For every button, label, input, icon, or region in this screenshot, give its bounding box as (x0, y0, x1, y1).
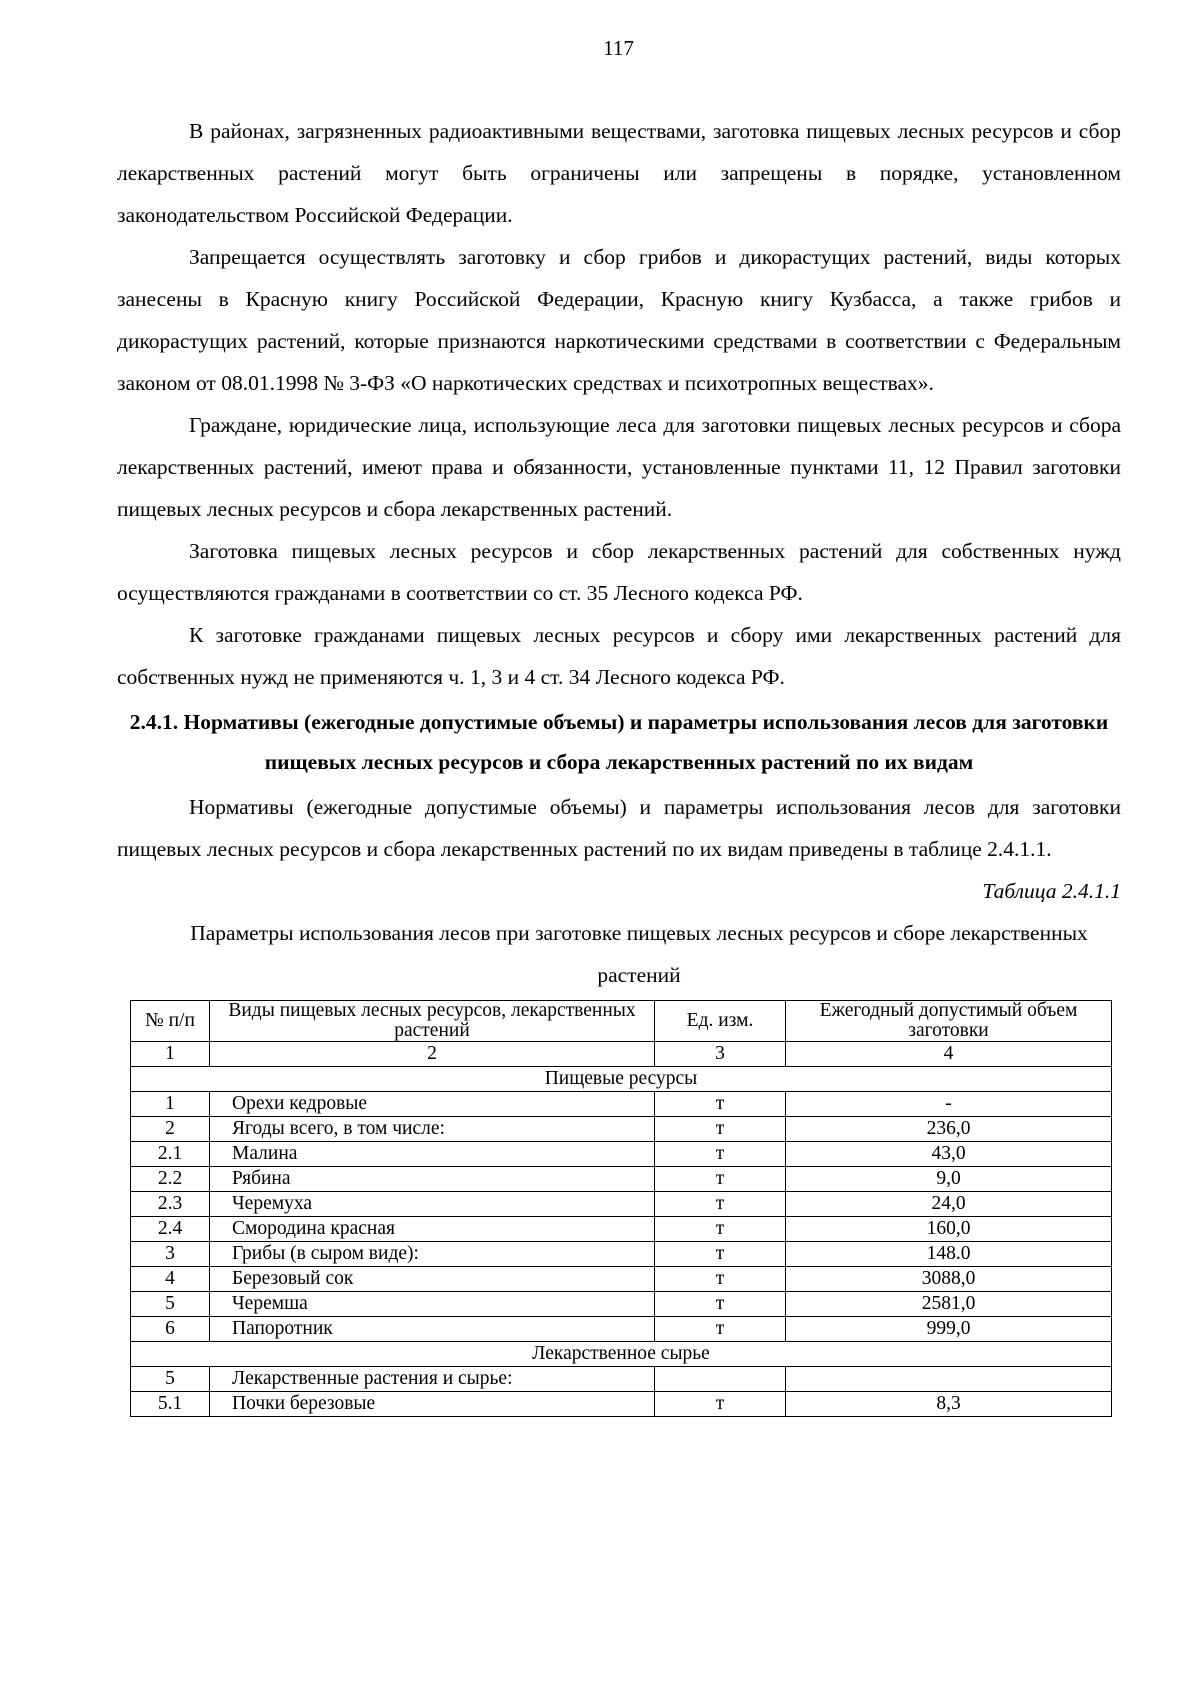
row-value: 148.0 (786, 1242, 1112, 1267)
row-value: 3088,0 (786, 1267, 1112, 1292)
row-value (786, 1367, 1112, 1392)
row-unit: т (655, 1217, 786, 1242)
row-value: 999,0 (786, 1317, 1112, 1342)
paragraph: Заготовка пищевых лесных ресурсов и сбор лекарственных растений для собственных нужд осуществляются гражданами в соответствии со ст. 35 Лесного кодекса РФ. (117, 539, 1121, 605)
row-unit: т (655, 1117, 786, 1142)
food-rows (131, 1092, 1112, 1342)
header-name: Виды пищевых лесных ресурсов, лекарственных растений (210, 1001, 655, 1042)
row-value: 9,0 (786, 1167, 1112, 1192)
table-row (131, 1392, 1112, 1417)
row-num: 3 (131, 1242, 210, 1267)
row-num: 5 (131, 1367, 210, 1392)
page-content (117, 110, 1121, 1417)
col-index: 2 (210, 1042, 655, 1067)
row-num: 6 (131, 1317, 210, 1342)
row-value: 43,0 (786, 1142, 1112, 1167)
row-unit: т (655, 1267, 786, 1292)
row-name: Черемуха (210, 1192, 655, 1217)
paragraph: Запрещается осуществлять заготовку и сбор грибов и дикорастущих растений, виды которых занесены в Красную книгу Российской Федерации, Красную книгу Кузбасса, а также грибов и дикорастущих растений, которые признаются наркотическими средствами в соответствии с Федеральным законом от 08.01.1998 № 3-ФЗ «О наркотических средствах и психотропных веществах». (117, 245, 1121, 395)
row-name: Лекарственные растения и сырье: (210, 1367, 655, 1392)
row-num: 5.1 (131, 1392, 210, 1417)
section-row-food (131, 1067, 1112, 1092)
table-row (131, 1142, 1112, 1167)
row-name: Грибы (в сыром виде): (210, 1242, 655, 1267)
row-value: 8,3 (786, 1392, 1112, 1417)
col-index: 1 (131, 1042, 210, 1067)
row-unit: т (655, 1092, 786, 1117)
table-row (131, 1092, 1112, 1117)
paragraph: В районах, загрязненных радиоактивными веществами, заготовка пищевых лесных ресурсов и сбор лекарственных растений могут быть ограничены или запрещены в порядке, установленном законодательством Российской Федерации. (117, 119, 1121, 227)
row-name: Ягоды всего, в том числе: (210, 1117, 655, 1142)
paragraph: Граждане, юридические лица, использующие леса для заготовки пищевых лесных ресурсов и сбора лекарственных растений, имеют права и обязанности, установленные пунктами 11, 12 Правил заготовки пищевых лесных ресурсов и сбора лекарственных растений. (117, 413, 1121, 521)
table-row (131, 1267, 1112, 1292)
section-label: Пищевые ресурсы (131, 1067, 1112, 1092)
row-unit: т (655, 1392, 786, 1417)
row-value: 236,0 (786, 1117, 1112, 1142)
column-index-row (131, 1042, 1112, 1067)
table-row (131, 1217, 1112, 1242)
row-name: Березовый сок (210, 1267, 655, 1292)
header-num: № п/п (131, 1001, 210, 1042)
page-number: 117 (603, 36, 634, 60)
row-num: 1 (131, 1092, 210, 1117)
header-value: Ежегодный допустимый объем заготовки (786, 1001, 1112, 1042)
row-unit (655, 1367, 786, 1392)
table-row (131, 1242, 1112, 1267)
row-num: 2.2 (131, 1167, 210, 1192)
table-row (131, 1292, 1112, 1317)
row-name: Рябина (210, 1167, 655, 1192)
row-value: - (786, 1092, 1112, 1117)
row-num: 5 (131, 1292, 210, 1317)
row-value: 24,0 (786, 1192, 1112, 1217)
row-name: Смородина красная (210, 1217, 655, 1242)
table-row (131, 1367, 1112, 1392)
table-number: Таблица 2.4.1.1 (982, 879, 1121, 903)
section-label: Лекарственное сырье (131, 1342, 1112, 1367)
table-row (131, 1317, 1112, 1342)
table-row (131, 1117, 1112, 1142)
row-unit: т (655, 1142, 786, 1167)
col-index: 4 (786, 1042, 1112, 1067)
table-title: Параметры использования лесов при заготовке пищевых лесных ресурсов и сборе лекарственных растений (190, 921, 1088, 987)
row-unit: т (655, 1242, 786, 1267)
section-paragraph: Нормативы (ежегодные допустимые объемы) и параметры использования лесов для заготовки пищевых лесных ресурсов и сбора лекарственных растений по их видам приведены в таблице 2.4.1.1. (117, 795, 1121, 861)
row-num: 2.4 (131, 1217, 210, 1242)
row-unit: т (655, 1317, 786, 1342)
table-row (131, 1192, 1112, 1217)
row-unit: т (655, 1192, 786, 1217)
row-name: Орехи кедровые (210, 1092, 655, 1117)
table-row (131, 1167, 1112, 1192)
row-num: 2 (131, 1117, 210, 1142)
row-unit: т (655, 1292, 786, 1317)
row-num: 2.1 (131, 1142, 210, 1167)
resources-table (130, 1000, 1112, 1417)
row-name: Черемша (210, 1292, 655, 1317)
row-num: 2.3 (131, 1192, 210, 1217)
row-name: Малина (210, 1142, 655, 1167)
table-header-row (131, 1001, 1112, 1042)
medicinal-rows (131, 1367, 1112, 1417)
row-unit: т (655, 1167, 786, 1192)
section-heading: 2.4.1. Нормативы (ежегодные допустимые объемы) и параметры использования лесов для заготовки пищевых лесных ресурсов и сбора лекарственных растений по их видам (129, 710, 1109, 774)
row-num: 4 (131, 1267, 210, 1292)
row-name: Папоротник (210, 1317, 655, 1342)
section-row-medicinal (131, 1342, 1112, 1367)
paragraph: К заготовке гражданами пищевых лесных ресурсов и сбору ими лекарственных растений для собственных нужд не применяются ч. 1, 3 и 4 ст. 34 Лесного кодекса РФ. (117, 623, 1121, 689)
row-value: 2581,0 (786, 1292, 1112, 1317)
row-value: 160,0 (786, 1217, 1112, 1242)
header-unit: Ед. изм. (655, 1001, 786, 1042)
row-name: Почки березовые (210, 1392, 655, 1417)
col-index: 3 (655, 1042, 786, 1067)
